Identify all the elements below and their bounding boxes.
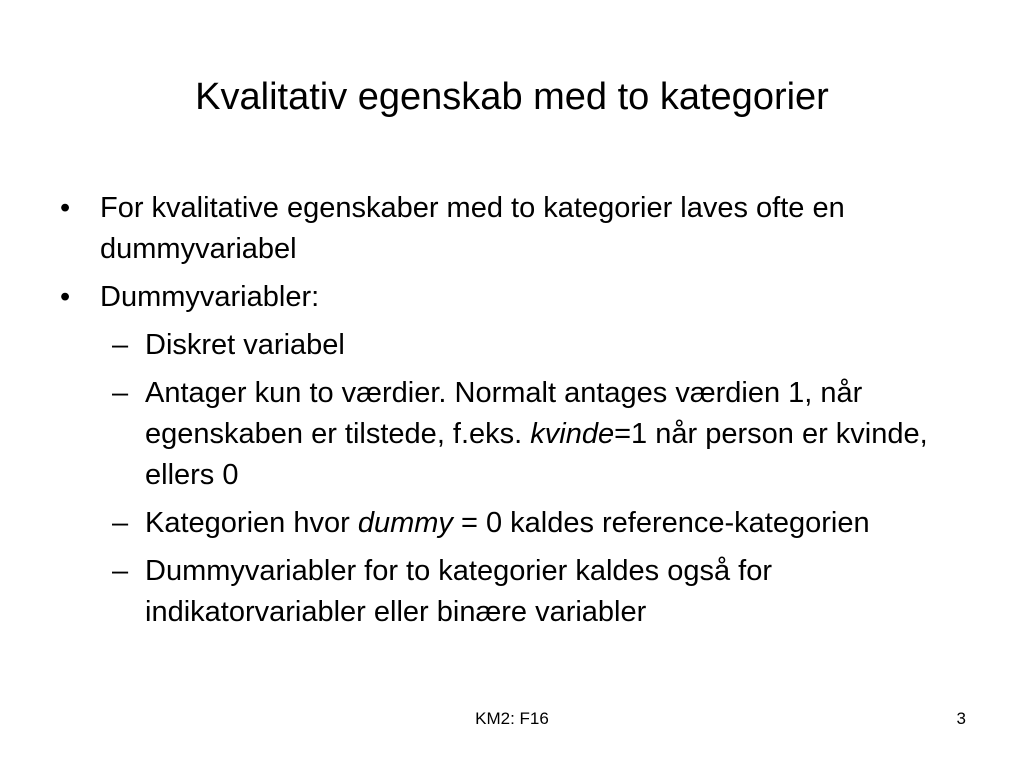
dash-marker: –: [112, 329, 129, 361]
dash-marker: –: [112, 377, 129, 409]
dash-marker: –: [112, 507, 129, 539]
bullet-marker: •: [60, 281, 71, 313]
sub-bullet-item: [60, 503, 960, 544]
sub-bullet-text: Dummyvariabler for to kategorier kaldes også for indikatorvariabler eller binære variabler: [145, 555, 772, 628]
sub-bullet-item: [60, 551, 960, 633]
footer-label: KM2: F16: [475, 709, 549, 728]
slide-title: Kvalitativ egenskab med to kategorier: [195, 76, 829, 118]
sub-bullet-text: [145, 507, 870, 539]
sub-bullet-item: [60, 373, 960, 496]
bullet-item: [60, 277, 960, 318]
italic-term: dummy: [357, 507, 453, 539]
sub-bullet-item: [60, 325, 960, 366]
dash-marker: –: [112, 555, 129, 587]
bullet-text: Dummyvariabler:: [100, 281, 320, 313]
text-segment: Kategorien hvor: [145, 507, 358, 539]
text-segment: Antager kun to værdier. Normalt antages værdien 1, når egenskaben er tilstede, f.eks.: [145, 377, 863, 450]
slide-content: [60, 188, 960, 640]
bullet-item: [60, 188, 960, 270]
italic-term: kvinde: [530, 418, 615, 450]
text-segment: = 0 kaldes reference-kategorien: [452, 507, 870, 539]
page-number: 3: [956, 709, 966, 728]
text-segment: =1 når person er kvinde, ellers 0: [145, 418, 928, 491]
sub-bullet-text: [145, 377, 928, 491]
bullet-text: For kvalitative egenskaber med to kategorier laves ofte en dummyvariabel: [100, 192, 845, 265]
sub-bullet-text: Diskret variabel: [145, 329, 345, 361]
bullet-marker: •: [60, 192, 71, 224]
